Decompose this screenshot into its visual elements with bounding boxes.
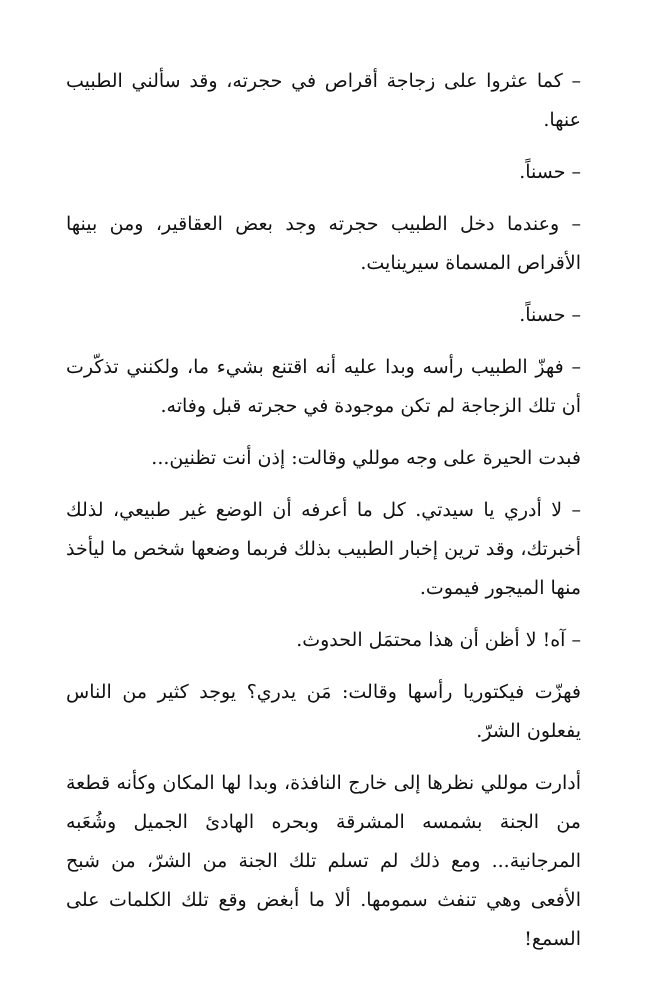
paragraph-4: – حسناً.: [519, 304, 581, 326]
paragraph-10: أدارت موللي نظرها إلى خارج النافذة، وبدا لها المكان وكأنه قطعة من الجنة بشمسه المشرقة وبحره الهادئ الجميل وشُعَبه المرجانية... ومع ذلك لم تسلم تلك الجنة من الشرّ، من شبح الأفعى وهي تنفث سمومها. ألا ما أبغض وقع تلك الكلمات على السمع!: [66, 772, 581, 950]
paragraph-9: فهزّت فيكتوريا رأسها وقالت: مَن يدري؟ يوجد كثير من الناس يفعلون الشرّ.: [66, 681, 581, 742]
paragraph-5: – فهزّ الطبيب رأسه وبدا عليه أنه اقتنع بشيء ما، ولكنني تذكّرت أن تلك الزجاجة لم تكن موجودة في حجرته قبل وفاته.: [66, 356, 581, 417]
paragraph-6: فبدت الحيرة على وجه موللي وقالت: إذن أنت تظنين...: [151, 447, 581, 469]
paragraph-3: – وعندما دخل الطبيب حجرته وجد بعض العقاقير، ومن بينها الأقراص المسماة سيرينايت.: [66, 213, 581, 274]
paragraph-1: – كما عثروا على زجاجة أقراص في حجرته، وقد سألني الطبيب عنها.: [66, 70, 581, 131]
paragraph-8: – آه! لا أظن أن هذا محتمَل الحدوث.: [296, 629, 581, 651]
paragraph-7: – لا أدري يا سيدتي. كل ما أعرفه أن الوضع غير طبيعي، لذلك أخبرتك، وقد ترين إخبار الطبيب بذلك فربما وضعها شخص ما ليأخذ منها الميجور فيموت.: [66, 499, 581, 599]
paragraph-2: – حسناً.: [519, 161, 581, 183]
